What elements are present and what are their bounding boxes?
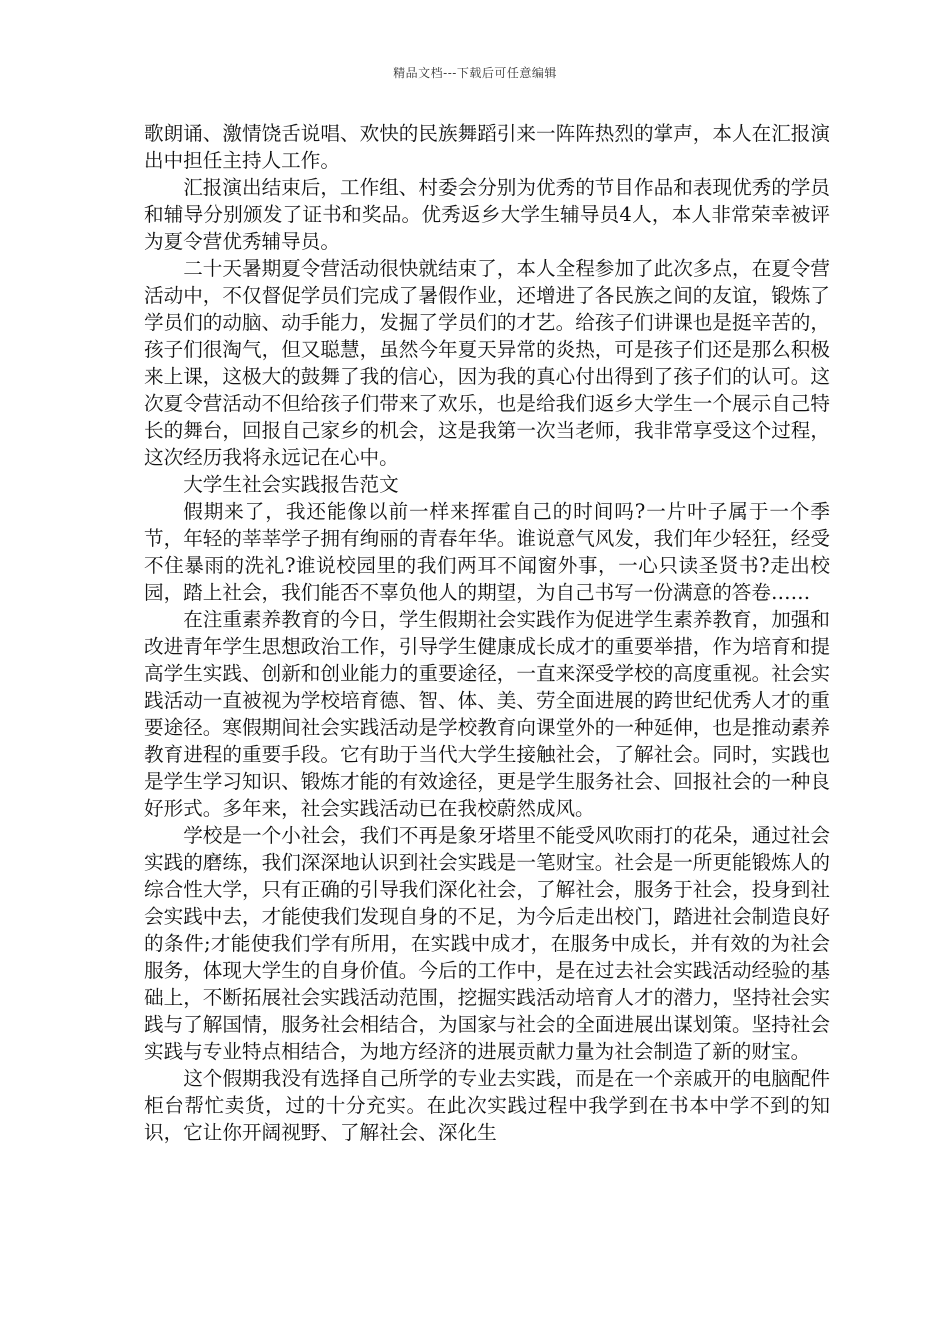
paragraph: 在注重素养教育的今日，学生假期社会实践作为促进学生素养教育，加强和改进青年学生思想政治工作，引导学生健康成长成才的重要举措，作为培育和提高学生实践、创新和创业能力的重要途径，一直来深受学校的高度重视。社会实践活动一直被视为学校培育德、智、体、美、劳全面进展的跨世纪优秀人才的重要途径。寒假期间社会实践活动是学校教育向课堂外的一种延伸，也是推动素养教育进程的重要手段。它有助于当代大学生接触社会，了解社会。同时，实践也是学生学习知识、锻炼才能的有效途径，更是学生服务社会、回报社会的一种良好形式。多年来，社会实践活动已在我校蔚然成风。 xyxy=(144,608,830,820)
paragraph: 二十天暑期夏令营活动很快就结束了，本人全程参加了此次多点，在夏令营活动中，不仅督促学员们完成了暑假作业，还增进了各民族之间的友谊，锻炼了学员们的动脑、动手能力，发掘了学员们的才艺。给孩子们讲课也是挺辛苦的，孩子们很淘气，但又聪慧，虽然今年夏天异常的炎热，可是孩子们还是那么积极来上课，这极大的鼓舞了我的信心，因为我的真心付出得到了孩子们的认可。这次夏令营活动不但给孩子们带来了欢乐，也是给我们返乡大学生一个展示自己特长的舞台，回报自己家乡的机会，这是我第一次当老师，我非常享受这个过程，这次经历我将永远记在心中。 xyxy=(144,257,830,469)
section-heading: 大学生社会实践报告范文 xyxy=(183,473,399,496)
paragraph: 学校是一个小社会，我们不再是象牙塔里不能受风吹雨打的花朵，通过社会实践的磨练，我们深深地认识到社会实践是一笔财宝。社会是一所更能锻炼人的综合性大学，只有正确的引导我们深化社会，了解社会，服务于社会，投身到社会实践中去，才能使我们发现自身的不足，为今后走出校门，踏进社会制造良好的条件;才能使我们学有所用，在实践中成才，在服务中成长，并有效的为社会服务，体现大学生的自身价值。今后的工作中，是在过去社会实践活动经验的基础上，不断拓展社会实践活动范围，挖掘实践活动培育人才的潜力，坚持社会实践与了解国情，服务社会相结合，为国家与社会的全面进展出谋划策。坚持社会实践与专业特点相结合，为地方经济的进展贡献力量为社会制造了新的财宝。 xyxy=(144,824,830,1063)
document-body xyxy=(144,120,830,1146)
paragraph: 假期来了，我还能像以前一样来挥霍自己的时间吗?一片叶子属于一个季节，年轻的莘莘学子拥有绚丽的青春年华。谁说意气风发，我们年少轻狂，经受不住暴雨的洗礼?谁说校园里的我们两耳不闻窗外事，一心只读圣贤书?走出校园，踏上社会，我们能否不辜负他人的期望，为自己书写一份满意的答卷…… xyxy=(144,500,830,604)
paragraph: 这个假期我没有选择自己所学的专业去实践，而是在一个亲戚开的电脑配件柜台帮忙卖货，过的十分充实。在此次实践过程中我学到在书本中学不到的知识，它让你开阔视野、了解社会、深化生 xyxy=(144,1067,830,1144)
paragraph: 汇报演出结束后，工作组、村委会分别为优秀的节目作品和表现优秀的学员和辅导分别颁发了证书和奖品。优秀返乡大学生辅导员4人，本人非常荣幸被评为夏令营优秀辅导员。 xyxy=(144,176,830,253)
paragraph: 歌朗诵、激情饶舌说唱、欢快的民族舞蹈引来一阵阵热烈的掌声，本人在汇报演出中担任主持人工作。 xyxy=(144,122,830,172)
page-header: 精品文档---下载后可任意编辑 xyxy=(393,66,557,80)
